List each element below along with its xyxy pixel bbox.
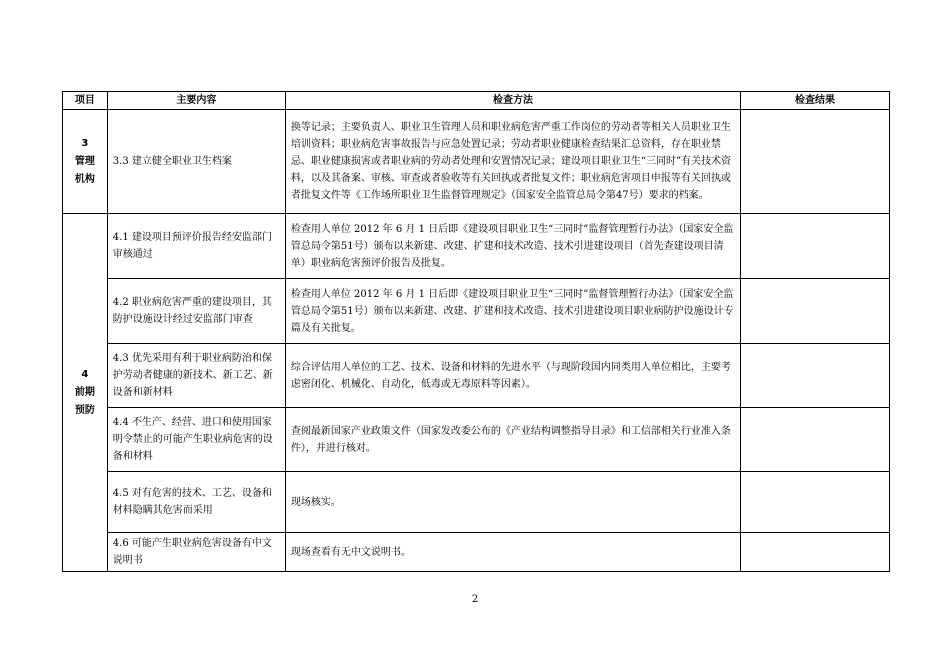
table-row [63,408,890,472]
header-row [63,92,890,110]
method-cell: 查阅最新国家产业政策文件（国家发改委公布的《产业结构调整指导目录》和工信部相关行业准入条件），并进行核对。 [285,408,740,472]
method-cell: 现场核实。 [285,472,740,533]
result-cell[interactable] [741,279,890,344]
result-cell[interactable] [741,472,890,533]
content-cell: 3.3 建立健全职业卫生档案 [107,110,285,214]
section-name-line: 前期 [74,386,95,398]
result-cell[interactable] [741,533,890,572]
result-cell[interactable] [741,110,890,214]
header-item: 项目 [63,92,108,110]
section-label [63,110,108,214]
header-result: 检查结果 [741,92,890,110]
section-number: 4 [81,368,89,380]
method-cell: 现场查看有无中文说明书。 [285,533,740,572]
method-cell: 换等记录；主要负责人、职业卫生管理人员和职业病危害严重工作岗位的劳动者等相关人员职业卫生培训资料；职业病危害事故报告与应急处置记录；劳动者职业健康检查结果汇总资料，存在职业禁忌、职业健康损害或者职业病的劳动者处理和安置情况记录；建设项目职业卫生“三同时”有关技术资料，以及其备案、审核、审查或者验收等有关回执或者批复文件；职业病危害项目申报等有关回执或者批复文件等《工作场所职业卫生监督管理规定》（国家安全监管总局令第47号）要求的档案。 [285,110,740,214]
section-name-line: 管理 [74,155,95,167]
content-cell: 4.6 可能产生职业病危害设备有中文说明书 [107,533,285,572]
result-cell[interactable] [741,344,890,408]
table-row [63,279,890,344]
section-name-line: 机构 [74,173,95,185]
content-cell: 4.1 建设项目预评价报告经安监部门审核通过 [107,214,285,279]
table-row [63,214,890,279]
method-cell: 检查用人单位 2012 年 6 月 1 日后即《建设项目职业卫生“三同时”监督管理暂行办法》（国家安全监管总局令第51号）颁布以来新建、改建、扩建和技术改造、技术引进建设项目（首先查建设项目清单）职业病危害预评价报告及批复。 [285,214,740,279]
header-content: 主要内容 [107,92,285,110]
content-cell: 4.4 不生产、经营、进口和使用国家明令禁止的可能产生职业病危害的设备和材料 [107,408,285,472]
table-row [63,110,890,214]
table-row [63,533,890,572]
content-cell: 4.3 优先采用有利于职业病防治和保护劳动者健康的新技术、新工艺、新设备和新材料 [107,344,285,408]
section-name-line: 预防 [74,404,95,416]
header-method: 检查方法 [285,92,740,110]
result-cell[interactable] [741,214,890,279]
content-cell: 4.5 对有危害的技术、工艺、设备和材料隐瞒其危害而采用 [107,472,285,533]
table-row [63,344,890,408]
method-cell: 综合评估用人单位的工艺、技术、设备和材料的先进水平（与现阶段国内同类用人单位相比，主要考虑密闭化、机械化、自动化，低毒或无毒原料等因素）。 [285,344,740,408]
section-number: 3 [81,137,89,149]
inspection-table [62,91,890,572]
page-number: 2 [471,594,479,605]
result-cell[interactable] [741,408,890,472]
section-label [63,214,108,572]
content-cell: 4.2 职业病危害严重的建设项目，其防护设施设计经过安监部门审查 [107,279,285,344]
table-row [63,472,890,533]
method-cell: 检查用人单位 2012 年 6 月 1 日后即《建设项目职业卫生“三同时”监督管理暂行办法》（国家安全监管总局令第51号）颁布以来新建、改建、扩建和技术改造、技术引进建设项目职业病防护设施设计专篇及有关批复。 [285,279,740,344]
